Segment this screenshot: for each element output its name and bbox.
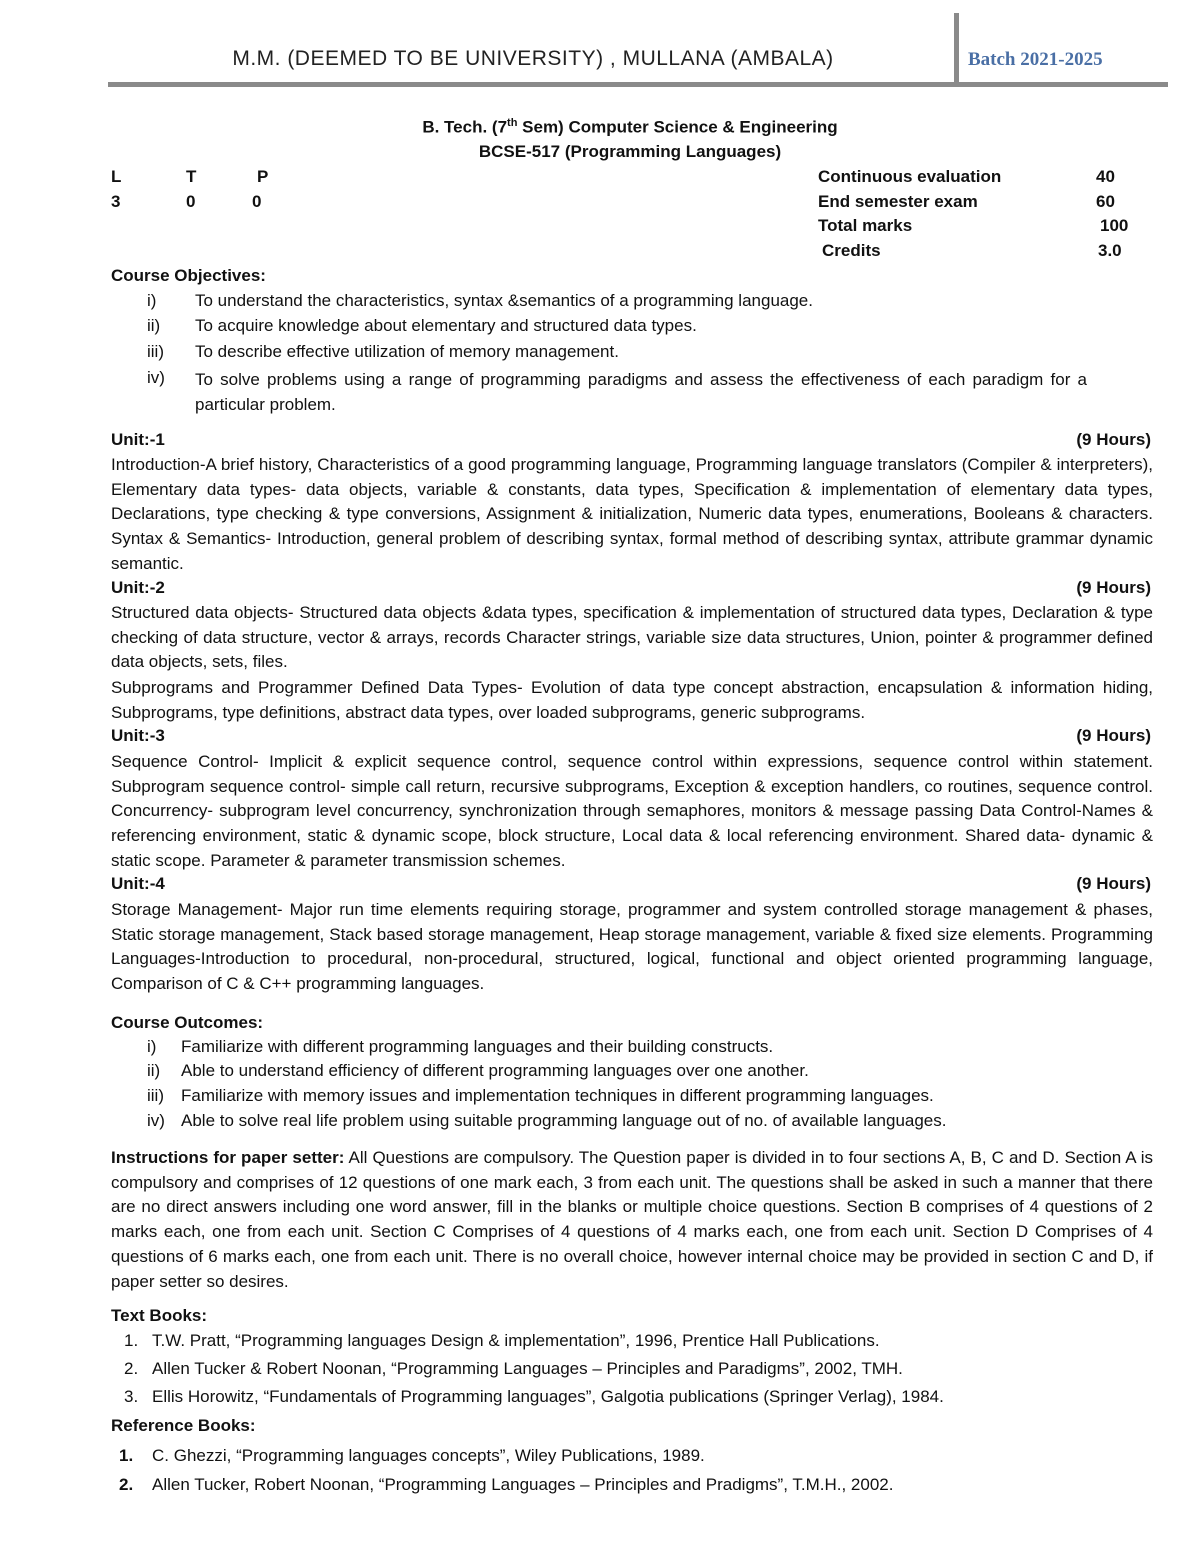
marks-label: Total marks <box>818 216 913 235</box>
unit-heading <box>111 874 1151 894</box>
unit-title: Unit:-1 <box>111 430 165 449</box>
text-book-item: T.W. Pratt, “Programming languages Design & implementation”, 1996, Prentice Hall Publications. <box>152 1331 880 1350</box>
marks-label: Continuous evaluation <box>818 167 1002 186</box>
outcome-num: iii) <box>147 1086 164 1105</box>
marks-label: End semester exam <box>818 192 978 211</box>
outcome-text: Able to understand efficiency of different programming languages over one another. <box>181 1061 809 1080</box>
unit-heading <box>111 578 1151 598</box>
text-books-heading: Text Books: <box>111 1306 208 1325</box>
unit-title: Unit:-2 <box>111 578 165 597</box>
objective-text: To acquire knowledge about elementary and structured data types. <box>195 316 697 335</box>
unit-heading <box>111 726 1151 746</box>
reference-book-item: Allen Tucker, Robert Noonan, “Programming Languages – Principles and Pradigms”, T.M.H., 2002. <box>152 1475 894 1494</box>
text-book-item: Allen Tucker & Robert Noonan, “Programming Languages – Principles and Paradigms”, 2002, TMH. <box>152 1359 903 1378</box>
marks-value: 60 <box>1096 192 1115 211</box>
outcome-text: Familiarize with different programming languages and their building constructs. <box>181 1037 774 1056</box>
course-title-pre: B. Tech. (7 <box>422 117 508 137</box>
reference-book-num: 2. <box>119 1475 134 1494</box>
objective-text: To describe effective utilization of memory management. <box>195 342 619 361</box>
unit-heading <box>111 430 1151 450</box>
header-vertical-divider <box>954 13 959 85</box>
outcome-text: Familiarize with memory issues and implementation techniques in different programming languages. <box>181 1086 934 1105</box>
unit-title: Unit:-3 <box>111 726 165 745</box>
course-title <box>300 117 960 138</box>
objective-num: iii) <box>147 342 164 361</box>
unit-hours: (9 Hours) <box>1076 578 1151 597</box>
objective-num: iv) <box>147 368 165 387</box>
outcome-text: Able to solve real life problem using suitable programming language out of no. of available languages. <box>181 1111 947 1130</box>
outcomes-heading: Course Outcomes: <box>111 1013 264 1032</box>
marks-value: 100 <box>1100 216 1129 235</box>
course-code: BCSE-517 (Programming Languages) <box>478 142 782 161</box>
unit-hours: (9 Hours) <box>1076 874 1151 893</box>
text-book-num: 2. <box>124 1359 139 1378</box>
reference-book-num: 1. <box>119 1446 134 1465</box>
ltp-value-l: 3 <box>111 192 121 211</box>
unit-hours: (9 Hours) <box>1076 430 1151 449</box>
header-horizontal-divider <box>108 82 1168 87</box>
unit-title: Unit:-4 <box>111 874 165 893</box>
unit-content: Structured data objects- Structured data objects &data types, specification & implementation of structured data types, Declaration & type checking of data structure, vector & arrays, records Character strings, variable size data structures, Union, pointer & programmer defined data objects, sets, files. <box>111 603 1153 672</box>
unit-content: Sequence Control- Implicit & explicit sequence control, sequence control within expressions, sequence control within statement. Subprogram sequence control- simple call return, recursive subprograms, Exception & exception handlers, co routines, sequence control. Concurrency- subprogram level concurrency, synchronization through semaphores, monitors & message passing Data Control-Names & referencing environment, static & dynamic scope, block structure, Local data & local referencing environment. Shared data- dynamic & static scope. Parameter & parameter transmission schemes. <box>111 752 1153 870</box>
marks-label: Credits <box>822 241 881 260</box>
reference-books-heading: Reference Books: <box>111 1416 256 1435</box>
instructions-label: Instructions for paper setter: <box>111 1148 345 1167</box>
ltp-value-p: 0 <box>252 192 262 211</box>
instructions-text: All Questions are compulsory. The Question paper is divided in to four sections A, B, C and D. Section A is compulsory and comprises of 12 questions of one mark each, 3 from each unit. The questions shall be asked in such a manner that there are no direct answers including one word answer, fill in the blanks or multiple choice questions. Section B comprises of 4 questions of 2 marks each, one from each unit. Section C Comprises of 4 questions of 4 marks each, one from each unit. Section D Comprises of 4 questions of 6 marks each, one from each unit. There is no overall choice, however internal choice may be provided in section C and D, if paper setter so desires. <box>111 1148 1153 1291</box>
outcome-num: i) <box>147 1037 157 1056</box>
marks-value: 3.0 <box>1098 241 1122 260</box>
outcome-num: ii) <box>147 1061 161 1080</box>
objective-num: ii) <box>147 316 161 335</box>
objective-text: To solve problems using a range of programming paradigms and assess the effectiveness of each paradigm for a particular problem. <box>195 370 1087 414</box>
course-title-post: Sem) Computer Science & Engineering <box>517 117 838 137</box>
ltp-value-t: 0 <box>186 192 196 211</box>
outcome-num: iv) <box>147 1111 165 1130</box>
university-title: M.M. (DEEMED TO BE UNIVERSITY) , MULLANA (AMBALA) <box>232 47 834 70</box>
ltp-label-t: T <box>186 167 197 186</box>
objectives-heading: Course Objectives: <box>111 266 266 285</box>
unit-content: Introduction-A brief history, Characteristics of a good programming language, Programming language translators (Compiler & interpreters), Elementary data types- data objects, variable & constants, data types, Specification & implementation of elementary data types, Declarations, type checking & type conversions, Assignment & initialization, Numeric data types, enumerations, Booleans & characters. Syntax & Semantics- Introduction, general problem of describing syntax, formal method of describing syntax, attribute grammar dynamic semantic. <box>111 455 1153 573</box>
objective-num: i) <box>147 291 157 310</box>
text-book-num: 3. <box>124 1387 139 1406</box>
text-book-num: 1. <box>124 1331 139 1350</box>
unit-content: Storage Management- Major run time elements requiring storage, programmer and system controlled storage management & phases, Static storage management, Stack based storage management, Heap storage management, variable & fixed size elements. Programming Languages-Introduction to procedural, non-procedural, structured, logical, functional and object oriented programming language, Comparison of C & C++ programming languages. <box>111 900 1153 994</box>
ltp-label-l: L <box>111 167 122 186</box>
unit-hours: (9 Hours) <box>1076 726 1151 745</box>
batch-label: Batch 2021-2025 <box>968 49 1103 70</box>
course-title-sup: th <box>507 117 518 129</box>
reference-book-item: C. Ghezzi, “Programming languages concepts”, Wiley Publications, 1989. <box>152 1446 705 1465</box>
marks-value: 40 <box>1096 167 1115 186</box>
unit-content: Subprograms and Programmer Defined Data Types- Evolution of data type concept abstraction, encapsulation & information hiding, Subprograms, type definitions, abstract data types, over loaded subprograms, generic subprograms. <box>111 678 1153 722</box>
text-book-item: Ellis Horowitz, “Fundamentals of Programming languages”, Galgotia publications (Springer Verlag), 1984. <box>152 1387 944 1406</box>
ltp-label-p: P <box>257 167 269 186</box>
objective-text: To understand the characteristics, syntax &semantics of a programming language. <box>195 291 813 310</box>
paper-setter-instructions <box>111 1146 1153 1294</box>
